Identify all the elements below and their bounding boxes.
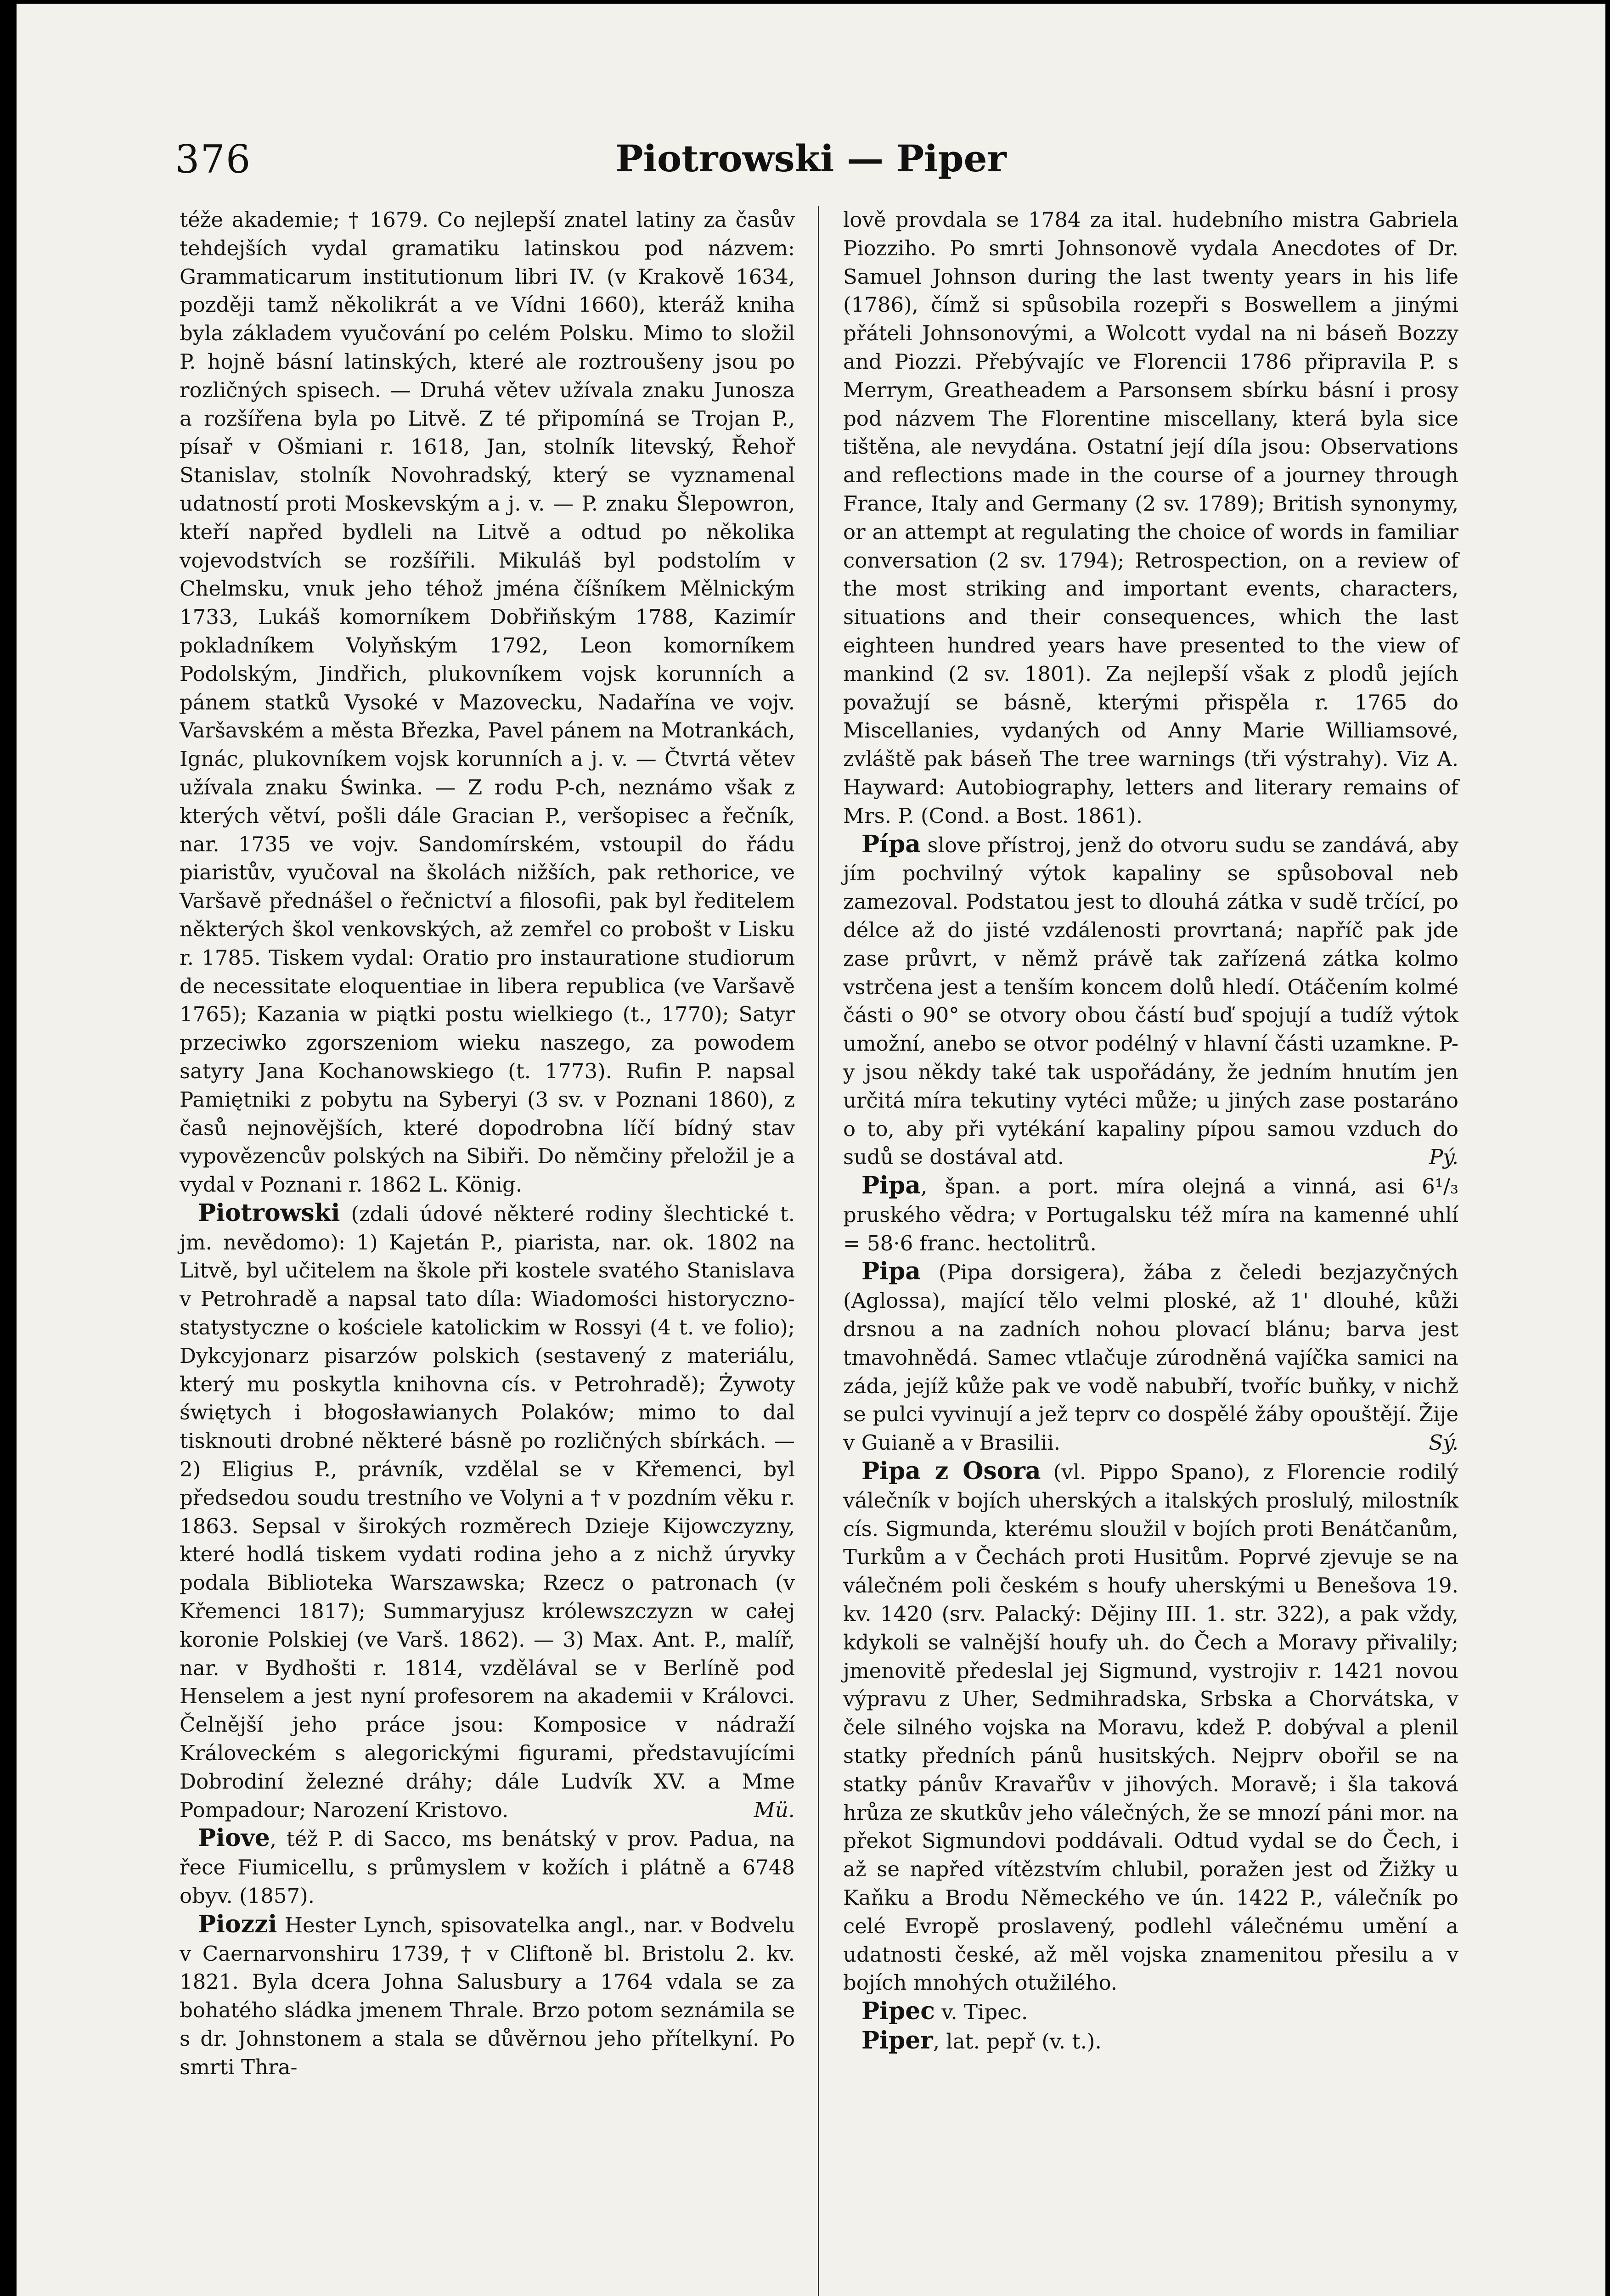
headword: Pipec: [861, 1997, 935, 2026]
headword: Pipa: [861, 1171, 921, 1200]
entry-piozzi: Piozzi Hester Lynch, spisovatelka angl., nar. v Bodvelu v Caernarvonshiru 1739, † v Cliftoně bl. Bristolu 2. kv. 1821. Byla dcera Johna Salusbury a 1764 vdala se za bohatého sládka jmenem Thrale. Brzo potom seznámila se s dr. Johnstonem a stala se důvěrnou jeho přítelkyní. Po smrti Thra-: [180, 1910, 795, 2079]
headword: Pipa z Osora: [861, 1457, 1041, 1486]
right-column: [843, 206, 1458, 2056]
author-signature: Sý.: [1429, 1430, 1458, 1455]
headword: Pípa: [861, 830, 921, 858]
page-header: [17, 137, 1605, 192]
column-divider: [818, 206, 819, 2296]
page-number: 376: [175, 137, 252, 182]
page: [17, 4, 1605, 2296]
entry-pipa-pristroj: Pípa slove přístroj, jenž do otvoru sudu se zandává, aby jím pochvilný výtok kapaliny se spůsoboval neb zamezoval. Podstatou jest to dlouhá zátka v sudě trčící, po délce až do jisté vzdálenosti provrtaná; napříč pak jde zase průvrt, v němž právě tak zařízená zátka kolmo vstrčena jest a tenším koncem dolů hledí. Otáčením kolmé části o 90° se otvory obou částí buď spojují a tudíž výtok umožní, anebo se otvor podélný v hlavní části uzamkne. P-y jsou někdy také tak uspořádány, že jedním hnutím jen určitá míra tekutiny vytéci může; u jiných zase postaráno o to, aby při vytékání kapaliny pípou samou vzduch do sudů se dostával atd. Pý.: [843, 830, 1458, 1172]
headword: Piove: [198, 1824, 270, 1852]
entry-piove: Piove, též P. di Sacco, ms benátský v prov. Padua, na řece Fiumicellu, s průmyslem v kožích i plátně a 6748 obyv. (1857).: [180, 1824, 795, 1908]
left-column: [180, 206, 795, 2082]
headword: Piozzi: [198, 1910, 277, 1938]
entry-continuation: lově provdala se 1784 za ital. hudebního mistra Gabriela Piozziho. Po smrti Johnsonově vydala Anecdotes of Dr. Samuel Johnson during the last twenty years in his life (1786), čímž si spůsobila rozepři s Boswellem a jinými přáteli Johnsonovými, a Wolcott vydal na ni báseň Bozzy and Piozzi. Přebývajíc ve Florencii 1786 připravila P. s Merrym, Greatheadem a Parsonsem sbírku básní i prosy pod názvem The Florentine miscellany, která byla sice tištěna, ale nevydána. Ostatní její díla jsou: Observations and reflections made in the course of a journey through France, Italy and Germany (2 sv. 1789); British synonymy, or an attempt at regulating the choice of words in familiar conversation (2 sv. 1794); Retrospection, on a review of the most striking and important events, characters, situations and their consequences, which the last eighteen hundred years have presented to the view of mankind (2 sv. 1801). Za nejlepší však z plodů jejích považují se básně, kterými přispěla r. 1765 do Miscellanies, vydaných od Anny Marie Williamsové, zvláště pak báseň The tree warnings (tři výstrahy). Viz A. Hayward: Autobiography, letters and literary remains of Mrs. P. (Cond. a Bost. 1861).: [843, 208, 1458, 828]
text-columns: [180, 206, 1456, 2296]
entry-pipa-z-osora: Pipa z Osora (vl. Pippo Spano), z Florencie rodilý válečník v bojích uherských a italských proslulý, milostník cís. Sigmunda, kterému sloužil v bojích proti Benátčanům, Turkům a v Čechách proti Husitům. Poprvé zjevuje se na válečném poli českém s houfy uherskými u Benešova 19. kv. 1420 (srv. Palacký: Dějiny III. 1. str. 322), a pak vždy, kdykoli se valnější houfy uh. do Čech a Moravy přivalily; jmenovitě předeslal jej Sigmund, vystrojiv r. 1421 novou výpravu z Uher, Sedmihradska, Srbska a Chorvátska, v čele silného vojska na Moravu, kdež P. dobýval a plenil statky předních pánů husitských. Nejprv obořil se na statky pánův Kravařův v jihových. Moravě; i šla taková hrůza ze skutkův jeho válečných, že se mnozí páni mor. na překot Sigmundovi poddávali. Odtud vydal se do Čech, i až se napřed vítězstvím chlubil, poražen jest od Žižky u Kaňku a Brodu Německého ve ún. 1422 P., válečník po celé Evropě proslavený, podlehl válečnému umění a udatnosti české, až měl vojska znamenitou přesilu a v bojích mnohých otužilého.: [843, 1457, 1458, 1995]
headword: Piotrowski: [198, 1199, 340, 1227]
entry-pipa-zaba: Pipa (Pipa dorsigera), žába z čeledi bezjazyčných (Aglossa), mající tělo velmi ploské, až 1' dlouhé, kůži drsnou a na zadních nohou plovací blánu; barva jest tmavohnědá. Samec vtlačuje zúrodněná vajíčka samici na záda, jejíž kůže pak ve vodě nabubří, tvoříc buňky, v nichž se pulci vyvinují a jež teprv co dospělé žáby opouštějí. Žije v Guianě a v Brasilii. Sý.: [843, 1257, 1458, 1457]
entry-pipa-mira: Pipa, špan. a port. míra olejná a vinná, asi 6¹/₃ pruského vědra; v Portugalsku též míra na kamenné uhlí = 58·6 franc. hectolitrů.: [843, 1171, 1458, 1255]
entry-continuation: téže akademie; † 1679. Co nejlepší znatel latiny za časův tehdejších vydal gramatiku latinskou pod názvem: Grammaticarum institutionum libri IV. (v Krakově 1634, později tamž několikrát a ve Vídni 1660), kteráž kniha byla základem vyučování po celém Polsku. Mimo to složil P. hojně básní latinských, které ale roztroušeny jsou po rozličných spisech. — Druhá větev užívala znaku Junosza a rozšířena byla po Litvě. Z té připomíná se Trojan P., písař v Ošmiani r. 1618, Jan, stolník litevský, Řehoř Stanislav, stolník Novohradský, který se vyznamenal udatností proti Moskevským a j. v. — P. znaku Šlepowron, kteří napřed bydleli na Litvě a odtud po několika vojevodstvích se rozšířili. Mikuláš byl podstolím v Chelmsku, vnuk jeho téhož jména číšníkem Mělnickým 1733, Lukáš komorníkem Dobřiňským 1788, Kazimír pokladníkem Volyňským 1792, Leon komorníkem Podolským, Jindřich, plukovníkem vojsk korunních a pánem statků Vysoké v Mazovecku, Nadařína ve vojv. Varšavském a města Březka, Pavel pánem na Motrankách, Ignác, plukovníkem vojsk korunních a j. v. — Čtvrtá větev užívala znaku Świnka. — Z rodu P-ch, neznámo však z kterých větví, pošli dále Gracian P., veršopisec a řečník, nar. 1735 ve vojv. Sandomírském, vstoupil do řádu piaristův, vyučoval na školách nižších, pak rethorice, ve Varšavě přednášel o řečnictví a filosofii, pak byl ředitelem některých škol venkovských, až zemřel co probošt v Lisku r. 1785. Tiskem vydal: Oratio pro instauratione studiorum de necessitate eloquentiae in libera republica (ve Varšavě 1765); Kazania w piątki postu wielkiego (t., 1770); Satyr przeciwko zgorszeniom wieku naszego, za powodem satyry Jana Kochanowskiego (t. 1773). Rufin P. napsal Pamiętniki z pobytu na Syberyi (3 sv. v Poznani 1860), z časů nejnovějších, které dopodrobna líčí bídný stav vypovězencův polských na Sibiři. Do němčiny přeložil je a vydal v Poznani r. 1862 L. König.: [180, 208, 795, 1197]
entry-pipec: Pipec v. Tipec.: [861, 1997, 1028, 2026]
running-head: Piotrowski — Piper: [615, 137, 1007, 180]
entry-piotrowski: Piotrowski (zdali údové některé rodiny šlechtické t. jm. nevědomo): 1) Kajetán P., piarista, nar. ok. 1802 na Litvě, byl učitelem na škole při kostele svatého Stanislava v Petrohradě a napsal tato díla: Wiadomości historyczno-statystyczne o kościele katolickim w Rossyi (4 t. ve folio); Dykcyjonarz pisarzów polskich (sestavený z materiálu, který mu poskytla knihovna cís. v Petrohradě); Żywoty świętych i błogosławianych Polaków; mimo to dal tisknouti drobné některé básně po rozličných sbírkách. — 2) Eligius P., právník, vzdělal se v Křemenci, byl předsedou soudu trestního ve Volyni a † v pozdním věku r. 1863. Sepsal v širokých rozměrech Dzieje Kijowczyzny, které hodlá tiskem vydati rodina jeho a z nichž úryvky podala Biblioteka Warszawska; Rzecz o patronach (v Křemenci 1817); Summaryjusz królewszczyzn w całej koronie Polskiej (ve Varš. 1862). — 3) Max. Ant. P., malíř, nar. v Bydhošti r. 1814, vzdělával se v Berlíně pod Henselem a jest nyní profesorem na akademii v Královci. Čelnější jeho práce jsou: Komposice v nádraží Královeckém s alegorickými figurami, představujícími Dobrodiní železné dráhy; dále Ludvík XV. a Mme Pompadour; Narození Kristovo. Mü.: [180, 1199, 795, 1824]
headword: Pipa: [861, 1257, 921, 1286]
entry-piper: Piper, lat. pepř (v. t.).: [861, 2026, 1102, 2054]
author-signature: Mü.: [754, 1797, 795, 1822]
headword: Piper: [861, 2026, 933, 2054]
author-signature: Pý.: [1429, 1145, 1458, 1170]
